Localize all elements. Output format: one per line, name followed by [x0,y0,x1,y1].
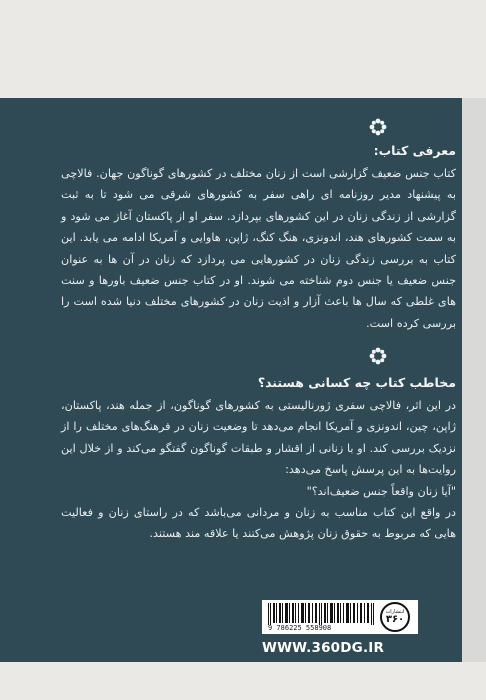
barcode-icon [268,603,374,625]
introduction-text: کتاب جنس ضعیف گزارشی است از زنان مختلف در کشورهای گوناگون جهان. فالاچی به پیشنهاد مدیر روزنامه ای راهی سفر به کشورهای شرقی می شود تا به ثبت گزارشی از زندگی زنان در این کشورهای بپردازد. سفر او از پاکستان آغاز می شود و به سمت کشورهای هند، اندونزی، هنگ کنگ، ژاپن، هاوایی و آمریکا ادامه می یابد. این کتاب به بررسی زندگی زنان در کشورهایی می پردازد که زنان در آن ها به عنوان جنس ضعیف یا جنس دوم شناخته می شوند. او در کتاب جنس ضعیف باورها و سنت های غلطی که سال ها باعث آزار و اذیت زنان در کشورهای مختلف دنیا شده است را بررسی کرده است. [61,167,456,330]
audience-paragraph [61,395,456,545]
introduction-paragraph [61,163,456,334]
flower-ornament-icon [369,347,387,365]
spine-edge [462,98,486,662]
publisher-logo-number: ۳۶۰ [385,614,405,625]
audience-text: در این اثر، فالاچی سفری ژورنالیستی به کشورهای گوناگون، از جمله هند، پاکستان، ژاپن، چین، اندونزی و آمریکا انجام می‌دهد تا وضعیت زنان در فرهنگ‌های مختلف را از نزدیک بررسی کند. او با زنانی از اقشار و طبقات گوناگون گفتگو می‌کند و از خلال این روایت‌ها به این پرسش پاسخ می‌دهد: [61,399,456,477]
audience-text-2: در واقع این کتاب مناسب به زنان و مردانی می‌باشد که در راستای زنان و فعالیت هایی که مربوط به حقوق زنان پژوهش می‌کنند یا علاقه مند هستند. [61,506,456,541]
section-title-audience: مخاطب کتاب چه کسانی هستند؟ [257,375,456,390]
bottom-margin [0,662,486,700]
top-margin [0,0,486,98]
barcode-block [262,600,418,634]
audience-quote: "آیا زنان واقعاً جنس ضعیف‌اند؟" [306,484,456,498]
publisher-logo-text: انتشارات [385,609,405,615]
flower-ornament-icon [369,118,387,136]
publisher-website: WWW.360DG.IR [262,640,385,656]
isbn-number: 9 786225 558908 [268,624,332,632]
publisher-logo [380,602,410,632]
section-title-introduction: معرفی کتاب: [373,143,456,158]
